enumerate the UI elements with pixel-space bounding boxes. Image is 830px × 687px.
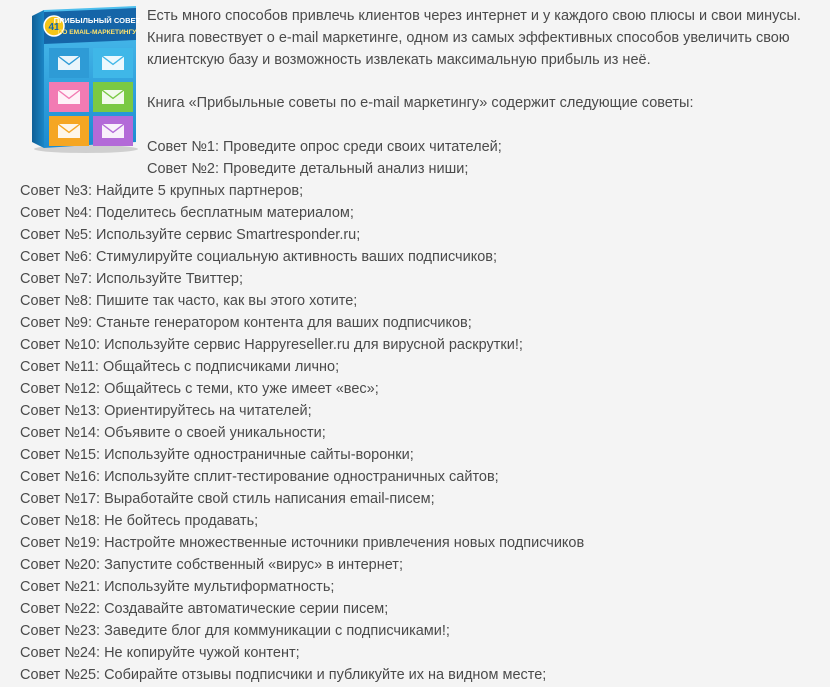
cover-tile	[93, 116, 133, 146]
tip-item: Совет №9: Станьте генератором контента для ваших подписчиков;	[20, 315, 472, 331]
tip-item: Совет №3: Найдите 5 крупных партнеров;	[20, 183, 304, 199]
tips-list-top	[147, 136, 502, 180]
tip-item: Совет №14: Объявите о своей уникальности;	[20, 425, 326, 441]
tip-item: Совет №13: Ориентируйтесь на читателей;	[20, 403, 312, 419]
tip-item: Совет №10: Используйте сервис Happyreseller.ru для вирусной раскрутки!;	[20, 337, 523, 353]
tip-item: Совет №20: Запустите собственный «вирус» в интернет;	[20, 557, 403, 573]
cover-tile	[93, 48, 133, 78]
tip-item: Совет №8: Пишите так часто, как вы этого хотите;	[20, 293, 358, 309]
tip-item: Совет №22: Создавайте автоматические серии писем;	[20, 601, 389, 617]
cover-title-line2: ПО EMAIL-МАРКЕТИНГУ	[57, 29, 137, 36]
tip-item: Совет №15: Используйте одностраничные сайты-воронки;	[20, 447, 414, 463]
tip-item: Совет №18: Не бойтесь продавать;	[20, 513, 259, 529]
tip-item: Совет №19: Настройте множественные источники привлечения новых подписчиков	[20, 535, 585, 551]
book-cover-image	[24, 4, 142, 154]
envelope-icon	[58, 90, 80, 104]
tip-item: Совет №7: Используйте Твиттер;	[20, 271, 243, 287]
tip-item: Совет №1: Проведите опрос среди своих читателей;	[147, 139, 502, 155]
cover-tile	[49, 116, 89, 146]
tip-item: Совет №2: Проведите детальный анализ ниши;	[147, 161, 469, 177]
intro-paragraph: Есть много способов привлечь клиентов через интернет и у каждого свою плюсы и свои минусы. Книга повествует о e-mail маркетинге, одном из самых эффективных способов увеличить свою клиентскую базу и возможность извлекать максимальную прибыль из неё.	[147, 8, 801, 68]
tip-item: Совет №21: Используйте мультиформатность;	[20, 579, 335, 595]
tip-item: Совет №6: Стимулируйте социальную активность ваших подписчиков;	[20, 249, 498, 265]
tip-item: Совет №17: Выработайте свой стиль написания email-писем;	[20, 491, 435, 507]
envelope-icon	[58, 56, 80, 70]
tip-item: Совет №4: Поделитесь бесплатным материалом;	[20, 205, 354, 221]
cover-tile	[49, 48, 89, 78]
envelope-icon	[102, 124, 124, 138]
envelope-icon	[102, 90, 124, 104]
tip-item: Совет №5: Используйте сервис Smartresponder.ru;	[20, 227, 361, 243]
cover-title-line1: ПРИБЫЛЬНЫЙ СОВЕТ	[53, 16, 141, 25]
tip-item: Совет №24: Не копируйте чужой контент;	[20, 645, 300, 661]
envelope-icon	[102, 56, 124, 70]
cover-tile	[49, 82, 89, 112]
tips-list	[20, 180, 584, 686]
cover-badge: 41	[48, 22, 60, 33]
envelope-icon	[58, 124, 80, 138]
cover-tile	[93, 82, 133, 112]
tip-item: Совет №12: Общайтесь с теми, кто уже имеет «вес»;	[20, 381, 379, 397]
tip-item: Совет №11: Общайтесь с подписчиками лично;	[20, 359, 340, 375]
tip-item: Совет №25: Собирайте отзывы подписчики и публикуйте их на видном месте;	[20, 667, 547, 683]
tip-item: Совет №16: Используйте сплит-тестирование одностраничных сайтов;	[20, 469, 499, 485]
tip-item: Совет №23: Заведите блог для коммуникации с подписчиками!;	[20, 623, 450, 639]
intro-lead-paragraph: Книга «Прибыльные советы по e-mail маркетингу» содержит следующие советы:	[147, 95, 694, 111]
